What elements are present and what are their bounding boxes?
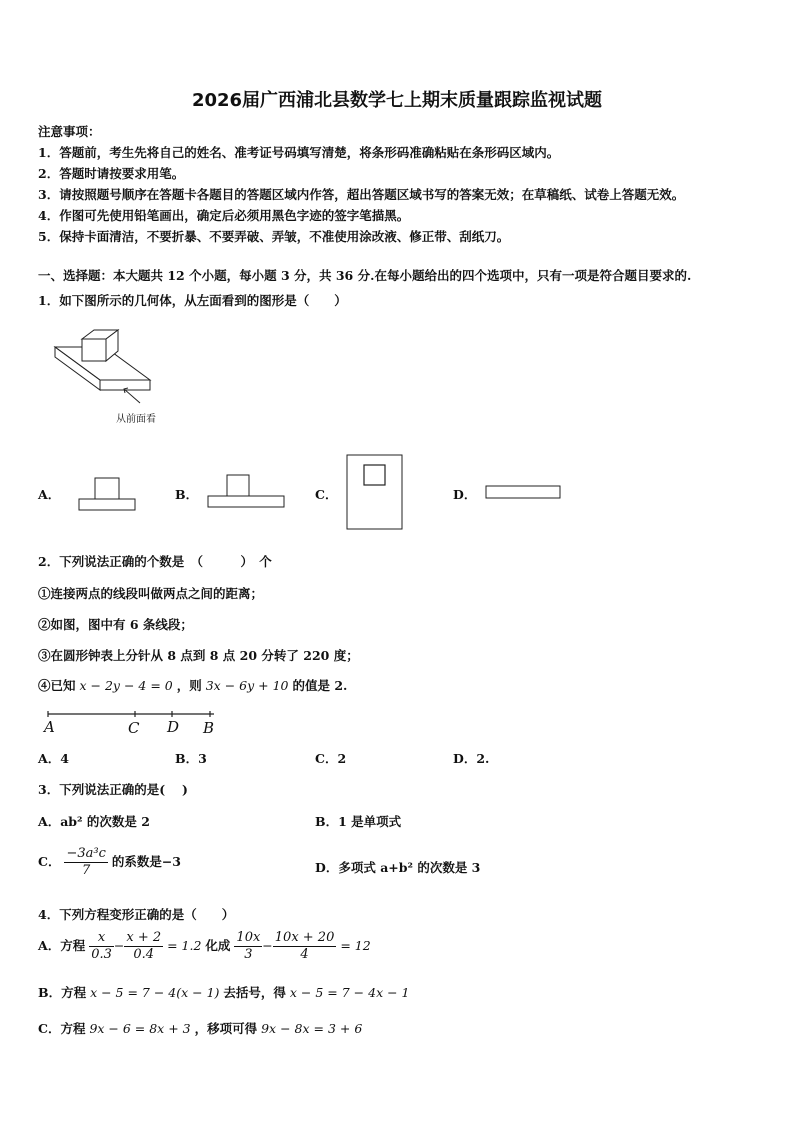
option-c-figure [346, 454, 404, 530]
option-c-label: C． [315, 487, 338, 502]
notice-item: 4．作图可先使用铅笔画出，确定后必须用黑色字迹的签字笔描黑。 [38, 208, 410, 223]
figure-caption: 从前面看 [116, 414, 156, 425]
equation: 9x − 6 = 8x + 3 [89, 1021, 191, 1036]
option-b: B．3 [175, 751, 207, 766]
solid-figure [50, 325, 160, 420]
option-b-figure [207, 474, 287, 510]
option-c-label: C． [38, 854, 61, 869]
option-b-label: B．方程 [38, 985, 87, 1000]
option-c: C．2 [315, 751, 347, 766]
notice-item: 1．答题前，考生先将自己的姓名、准考证号码填写清楚，将条形码准确粘贴在条形码区域内。 [38, 145, 560, 160]
denominator: 0.4 [133, 947, 155, 962]
option-d-label: D． [453, 487, 477, 502]
option-c [38, 846, 181, 879]
option-a: A．4 [38, 751, 69, 766]
statement-4-prefix: ④已知 [38, 678, 76, 693]
statement-2: ②如图，图中有 6 条线段； [38, 617, 193, 632]
question-3-stem: 3．下列说法正确的是( ) [38, 782, 188, 797]
question-2-stem: 2．下列说法正确的个数是 （ ） 个 [38, 554, 272, 569]
option-a-figure [78, 476, 140, 512]
statement-3: ③在圆形钟表上分针从 8 点到 8 点 20 分转了 220 度； [38, 648, 359, 663]
option-a-mid: 化成 [205, 938, 231, 953]
equation: x − 5 = 7 − 4x − 1 [289, 985, 410, 1000]
option-c [38, 1019, 362, 1037]
fraction [273, 930, 337, 963]
notice-item: 2．答题时请按要求用笔。 [38, 166, 185, 181]
statement-4-mid: ，则 [176, 678, 202, 693]
statement-4 [38, 676, 347, 694]
expression: 3x − 6y + 10 [205, 678, 289, 693]
option-b: B．1 是单项式 [315, 814, 402, 829]
denominator: 3 [244, 947, 253, 962]
question-4-stem: 4．下列方程变形正确的是（ ） [38, 907, 235, 922]
fraction [234, 930, 262, 963]
point-label: C [128, 719, 140, 737]
option-c-text: 的系数是−3 [111, 854, 181, 869]
option-b [38, 983, 410, 1001]
option-c-label: C．方程 [38, 1021, 86, 1036]
section-heading: 一、选择题：本大题共 12 个小题，每小题 3 分，共 36 分.在每小题给出的四个选项中，只有一项是符合题目要求的. [38, 268, 692, 283]
denominator: 0.3 [91, 947, 112, 962]
notice-heading: 注意事项： [38, 124, 101, 139]
denominator: 4 [300, 947, 309, 962]
point-label: D [167, 718, 180, 736]
notice-item: 3．请按照题号顺序在答题卡各题目的答题区域内作答，超出答题区域书写的答案无效；在草稿纸、试卷上答题无效。 [38, 187, 685, 202]
option-c-mid: ，移项可得 [194, 1021, 258, 1036]
fraction [89, 930, 114, 963]
denominator: 7 [82, 863, 91, 878]
option-a: A．ab² 的次数是 2 [38, 814, 150, 829]
option-d: D．多项式 a+b² 的次数是 3 [315, 860, 481, 875]
page-title: 2026届广西浦北县数学七上期末质量跟踪监视试题 [191, 90, 603, 111]
option-d: D．2. [453, 751, 490, 766]
statement-4-suffix: 的值是 2. [292, 678, 348, 693]
option-b-label: B． [175, 487, 199, 502]
option-a: A．方程 $\frac{x}{0.3}$ − $\frac{x + 2}{0.4}$ = 1.2 化成 $\frac{10x}{3}$ − $\frac{10x + 20}{4}$ = 12 [38, 930, 371, 962]
numerator: 10x + 20 [274, 930, 335, 945]
numerator: x + 2 [126, 930, 162, 945]
equals-value: = 1.2 [167, 938, 202, 953]
numerator: 10x [236, 930, 261, 945]
equals-value: = 12 [340, 938, 371, 953]
point-label: A [44, 718, 55, 736]
question-1-stem: 1．如下图所示的几何体，从左面看到的图形是（ ） [38, 293, 347, 308]
point-label: B [203, 719, 215, 737]
option-d-figure [485, 485, 563, 501]
equation: 9x − 8x = 3 + 6 [261, 1021, 363, 1036]
numerator: −3a³c [66, 846, 106, 861]
statement-1: ①连接两点的线段叫做两点之间的距离； [38, 586, 264, 601]
fraction [64, 846, 107, 879]
numerator: x [89, 930, 114, 947]
option-a-label: A． [38, 487, 61, 502]
option-a-label: A．方程 [38, 938, 86, 953]
fraction [124, 930, 163, 963]
option-b-mid: 去括号，得 [223, 985, 286, 1000]
notice-item: 5．保持卡面清洁，不要折暴、不要弄破、弄皱，不准使用涂改液、修正带、刮纸刀。 [38, 229, 510, 244]
equation: x − 2y − 4 = 0 [79, 678, 173, 693]
equation: x − 5 = 7 − 4(x − 1) [90, 985, 220, 1000]
